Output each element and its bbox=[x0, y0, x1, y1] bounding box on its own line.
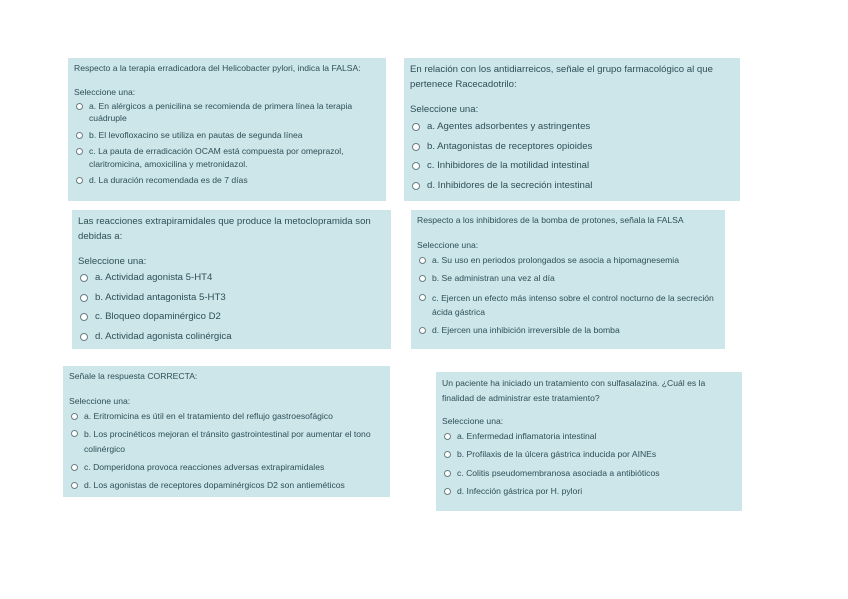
question-text: En relación con los antidiarreicos, señale el grupo farmacológico al que pertenece Racecadotrilo: bbox=[410, 64, 713, 91]
option-label: a. Enfermedad inflamatoria intestinal bbox=[457, 430, 597, 441]
option-label: d. Actividad agonista colinérgica bbox=[95, 331, 232, 343]
option-d[interactable] bbox=[69, 479, 384, 491]
select-prompt: Seleccione una: bbox=[442, 416, 504, 427]
radio-button[interactable] bbox=[76, 103, 83, 110]
select-prompt: Seleccione una: bbox=[74, 87, 136, 98]
option-c[interactable] bbox=[410, 159, 734, 173]
option-label: a. Eritromicina es útil en el tratamiento del reflujo gastroesofágico bbox=[84, 410, 333, 421]
option-label: c. Bloqueo dopaminérgico D2 bbox=[95, 311, 221, 323]
option-d[interactable] bbox=[74, 174, 380, 186]
option-label: a. Su uso en periodos prolongados se asocia a hipomagnesemia bbox=[432, 254, 679, 265]
radio-button[interactable] bbox=[444, 488, 451, 495]
option-label: b. Antagonistas de receptores opioides bbox=[427, 140, 593, 152]
option-label: c. Ejercen un efecto más intenso sobre el control nocturno de la secreción ácida gástrica bbox=[432, 292, 714, 318]
option-b[interactable] bbox=[69, 427, 384, 456]
option-label: b. Profilaxis de la úlcera gástrica inducida por AINEs bbox=[457, 449, 657, 460]
option-label: a. Actividad agonista 5-HT4 bbox=[95, 271, 213, 283]
option-c[interactable] bbox=[442, 467, 736, 479]
option-label: c. Domperidona provoca reacciones adversas extrapiramidales bbox=[84, 461, 325, 472]
option-label: b. Los procinéticos mejoran el tránsito gastrointestinal por aumentar el tono colinérgico bbox=[84, 429, 371, 454]
option-label: a. En alérgicos a penicilina se recomienda de primera línea la terapia cuádruple bbox=[89, 100, 353, 124]
option-a[interactable] bbox=[410, 120, 734, 134]
radio-button[interactable] bbox=[71, 413, 78, 420]
radio-button[interactable] bbox=[412, 123, 420, 131]
radio-button[interactable] bbox=[419, 327, 426, 334]
option-c[interactable] bbox=[74, 145, 380, 170]
option-label: a. Agentes adsorbentes y astringentes bbox=[427, 120, 591, 132]
radio-button[interactable] bbox=[76, 132, 83, 139]
option-label: d. Ejercen una inhibición irreversible de la bomba bbox=[432, 325, 620, 336]
question-card-6 bbox=[436, 372, 742, 511]
select-prompt: Seleccione una: bbox=[410, 103, 479, 115]
option-d[interactable] bbox=[410, 179, 734, 193]
option-b[interactable] bbox=[417, 272, 719, 284]
radio-button[interactable] bbox=[80, 294, 88, 302]
option-label: b. El levofloxacino se utiliza en pautas de segunda línea bbox=[89, 129, 303, 140]
option-label: c. Colitis pseudomembranosa asociada a antibióticos bbox=[457, 467, 660, 478]
option-c[interactable] bbox=[78, 310, 385, 324]
question-text: Señale la respuesta CORRECTA: bbox=[69, 371, 198, 381]
option-c[interactable] bbox=[69, 461, 384, 473]
question-card-2 bbox=[404, 58, 740, 201]
question-card-3 bbox=[72, 210, 391, 349]
question-text: Un paciente ha iniciado un tratamiento con sulfasalazina. ¿Cuál es la finalidad de administrar este tratamiento? bbox=[442, 378, 706, 403]
question-card-4 bbox=[411, 210, 725, 349]
option-b[interactable] bbox=[442, 448, 736, 460]
option-a[interactable] bbox=[442, 430, 736, 442]
option-c[interactable] bbox=[417, 291, 719, 320]
option-label: d. Infección gástrica por H. pylori bbox=[457, 486, 583, 497]
option-b[interactable] bbox=[410, 140, 734, 154]
option-a[interactable] bbox=[74, 100, 380, 125]
radio-button[interactable] bbox=[419, 294, 426, 301]
option-d[interactable] bbox=[78, 330, 385, 344]
radio-button[interactable] bbox=[80, 333, 88, 341]
radio-button[interactable] bbox=[419, 275, 426, 282]
option-a[interactable] bbox=[417, 254, 719, 266]
question-text: Respecto a la terapia erradicadora del Helicobacter pylori, indica la FALSA: bbox=[74, 63, 361, 73]
radio-button[interactable] bbox=[412, 162, 420, 170]
select-prompt: Seleccione una: bbox=[78, 255, 147, 267]
radio-button[interactable] bbox=[71, 464, 78, 471]
option-d[interactable] bbox=[417, 324, 719, 336]
option-a[interactable] bbox=[69, 410, 384, 422]
option-label: d. Inhibidores de la secreción intestinal bbox=[427, 180, 593, 192]
radio-button[interactable] bbox=[80, 313, 88, 321]
option-label: c. La pauta de erradicación OCAM está compuesta por omeprazol, claritromicina, amoxicilina y metronidazol. bbox=[89, 146, 344, 169]
option-label: c. Inhibidores de la motilidad intestinal bbox=[427, 160, 590, 172]
radio-button[interactable] bbox=[80, 274, 88, 282]
option-a[interactable] bbox=[78, 271, 385, 285]
select-prompt: Seleccione una: bbox=[69, 396, 131, 407]
option-label: d. Los agonistas de receptores dopaminérgicos D2 son antieméticos bbox=[84, 480, 345, 491]
question-text: Las reacciones extrapiramidales que produce la metoclopramida son debidas a: bbox=[78, 216, 371, 243]
radio-button[interactable] bbox=[412, 182, 420, 190]
radio-button[interactable] bbox=[76, 177, 83, 184]
radio-button[interactable] bbox=[444, 433, 451, 440]
option-d[interactable] bbox=[442, 485, 736, 497]
question-card-5 bbox=[63, 366, 390, 497]
radio-button[interactable] bbox=[71, 482, 78, 489]
select-prompt: Seleccione una: bbox=[417, 240, 479, 251]
option-label: d. La duración recomendada es de 7 días bbox=[89, 175, 248, 186]
radio-button[interactable] bbox=[444, 470, 451, 477]
radio-button[interactable] bbox=[412, 143, 420, 151]
radio-button[interactable] bbox=[76, 148, 83, 155]
question-text: Respecto a los inhibidores de la bomba de protones, señala la FALSA bbox=[417, 215, 684, 225]
radio-button[interactable] bbox=[71, 430, 78, 437]
option-label: b. Se administran una vez al día bbox=[432, 273, 555, 284]
radio-button[interactable] bbox=[444, 451, 451, 458]
question-card-1 bbox=[68, 58, 386, 201]
option-b[interactable] bbox=[74, 129, 380, 141]
radio-button[interactable] bbox=[419, 257, 426, 264]
option-b[interactable] bbox=[78, 291, 385, 305]
option-label: b. Actividad antagonista 5-HT3 bbox=[95, 291, 226, 303]
